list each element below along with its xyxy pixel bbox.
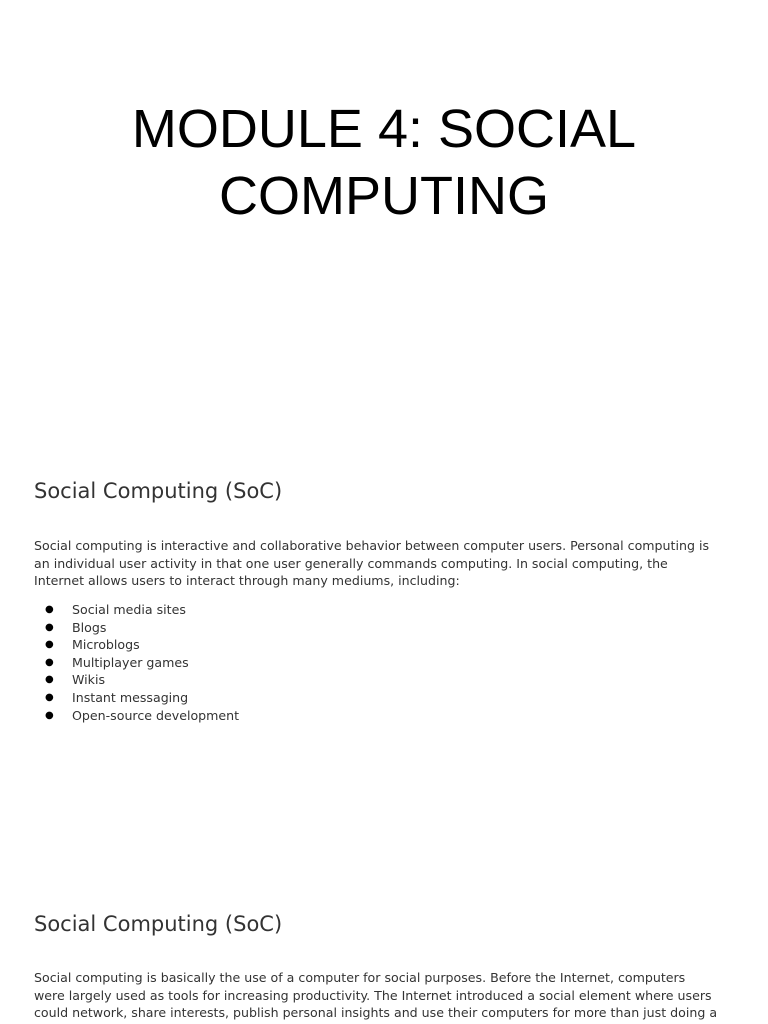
list-item-text: Microblogs xyxy=(72,637,140,653)
bullet-icon: ● xyxy=(45,674,54,686)
list-item xyxy=(34,619,239,637)
bullet-icon: ● xyxy=(45,656,54,668)
bullet-icon: ● xyxy=(45,709,54,721)
list-item xyxy=(34,636,239,654)
paragraph-line: Internet allows users to interact through many mediums, including: xyxy=(34,573,460,588)
list-item-text: Wikis xyxy=(72,672,106,688)
list-item-text: Multiplayer games xyxy=(72,654,189,670)
mediums-list xyxy=(34,601,239,724)
section-2-heading: Social Computing (SoC) xyxy=(34,912,283,936)
document-title xyxy=(0,96,768,230)
paragraph-line: were largely used as tools for increasing productivity. The Internet introduced a social element where users xyxy=(34,987,712,1003)
paragraph-line: Social computing is interactive and collaborative behavior between computer users. Personal computing is xyxy=(34,538,710,553)
list-item xyxy=(34,707,239,725)
title-line-1: MODULE 4: SOCIAL xyxy=(131,99,637,159)
section-2-paragraph xyxy=(34,969,734,1022)
section-1-heading: Social Computing (SoC) xyxy=(34,479,283,503)
list-item-text: Instant messaging xyxy=(72,689,189,705)
list-item-text: Blogs xyxy=(72,619,107,635)
list-item xyxy=(34,654,239,672)
bullet-icon: ● xyxy=(45,639,54,651)
paragraph-line: Social computing is basically the use of a computer for social purposes. Before the Internet, computers xyxy=(34,970,686,985)
bullet-icon: ● xyxy=(45,691,54,703)
title-line-2: COMPUTING xyxy=(219,166,549,226)
section-1-paragraph xyxy=(34,537,734,590)
paragraph-line: an individual user activity in that one user generally commands computing. In social computing, the xyxy=(34,555,668,571)
list-item xyxy=(34,671,239,689)
list-item-text: Open-source development xyxy=(72,707,240,723)
list-item xyxy=(34,601,239,619)
list-item-text: Social media sites xyxy=(72,602,186,617)
list-item xyxy=(34,689,239,707)
bullet-icon: ● xyxy=(45,604,54,615)
bullet-icon: ● xyxy=(45,621,54,633)
paragraph-line: could network, share interests, publish personal insights and use their computers for more than just doing a xyxy=(34,1005,718,1020)
